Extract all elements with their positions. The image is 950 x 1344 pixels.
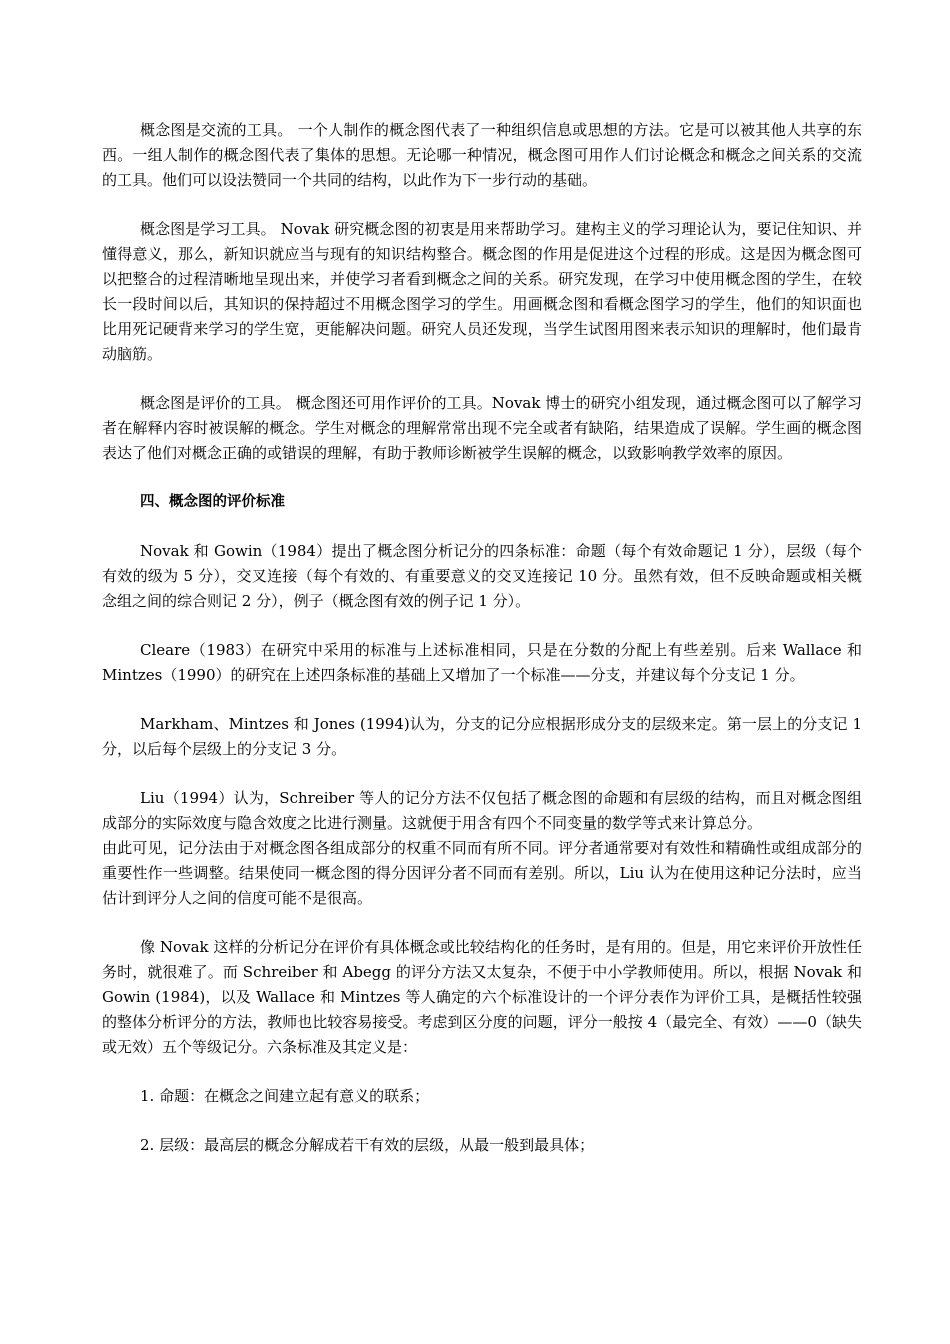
paragraph-learning-tool: 概念图是学习工具。 Novak 研究概念图的初衷是用来帮助学习。建构主义的学习理论认为，要记住知识、并懂得意义，那么，新知识就应当与现有的知识结构整合。概念图的作用是促进这个过程的形成。这是因为概念图可以把整合的过程清晰地呈现出来，并使学习者看到概念之间的关系。研究发现，在学习中使用概念图的学生，在较长一段时间以后，其知识的保持超过不用概念图学习的学生。用画概念图和看概念图学习的学生，他们的知识面也比用死记硬背来学习的学生宽，更能解决问题。研究人员还发现，当学生试图用图来表示知识的理解时，他们最肯动脑筋。 [102, 220, 862, 363]
paragraph-scoring-method: 像 Novak 这样的分析记分在评价有具体概念或比较结构化的任务时，是有用的。但是，用它来评价开放性任务时，就很难了。而 Schreiber 和 Abegg 的评分方法又太复杂，不便于中小学教师使用。所以，根据 Novak 和 Gowin (1984)，以及 Wallace 和 Mintzes 等人确定的六个标准设计的一个评分表作为评价工具，是概括性较强的整体分析评分的方法，教师也比较容易接受。考虑到区分度的问题，评分一般按 4（最完全、有效）——0（缺失或无效）五个等级记分。六条标准及其定义是： [102, 938, 862, 1056]
paragraph-evaluation-tool: 概念图是评价的工具。 概念图还可用作评价的工具。Novak 博士的研究小组发现，通过概念图可以了解学习者在解释内容时被误解的概念。学生对概念的理解常常出现不完全或者有缺陷，结果造成了误解。学生画的概念图表达了他们对概念正确的或错误的理解，有助于教师诊断被学生误解的概念，以致影响教学效率的原因。 [102, 394, 862, 462]
list-item-proposition: 1. 命题：在概念之间建立起有意义的联系； [140, 1087, 430, 1105]
document-page [102, 118, 862, 1182]
paragraph-summary: 由此可见，记分法由于对概念图各组成部分的权重不同而有所不同。评分者通常要对有效性和精确性或组成部分的重要性作一些调整。结果使同一概念图的得分因评分者不同而有差别。所以，Liu 认为在使用这种记分法时，应当估计到评分人之间的信度可能不是很高。 [102, 839, 862, 907]
paragraph-novak-gowin: Novak 和 Gowin（1984）提出了概念图分析记分的四条标准：命题（每个有效命题记 1 分），层级（每个有效的级为 5 分），交叉连接（每个有效的、有重要意义的交叉连接记 10 分。虽然有效，但不反映命题或相关概念组之间的综合则记 2 分），例子（概念图有效的例子记 1 分）。 [102, 542, 862, 610]
paragraph-liu: Liu（1994）认为，Schreiber 等人的记分方法不仅包括了概念图的命题和有层级的结构，而且对概念图组成部分的实际效度与隐含效度之比进行测量。这就便于用含有四个不同变量的数学等式来计算总分。 [102, 789, 862, 832]
section-heading: 四、概念图的评价标准 [140, 494, 285, 510]
paragraph-markham: Markham、Mintzes 和 Jones (1994)认为，分支的记分应根据形成分支的层级来定。第一层上的分支记 1 分，以后每个层级上的分支记 3 分。 [102, 715, 862, 758]
paragraph-communication-tool: 概念图是交流的工具。 一个人制作的概念图代表了一种组织信息或思想的方法。它是可以被其他人共享的东西。一组人制作的概念图代表了集体的思想。无论哪一种情况，概念图可用作人们讨论概念和概念之间关系的交流的工具。他们可以设法赞同一个共同的结构，以此作为下一步行动的基础。 [102, 121, 862, 189]
paragraph-cleare: Cleare（1983）在研究中采用的标准与上述标准相同，只是在分数的分配上有些差别。后来 Wallace 和 Mintzes（1990）的研究在上述四条标准的基础上又增加了一个标准——分支，并建议每个分支记 1 分。 [102, 641, 862, 684]
list-item-hierarchy: 2. 层级：最高层的概念分解成若干有效的层级，从最一般到最具体； [140, 1136, 595, 1154]
